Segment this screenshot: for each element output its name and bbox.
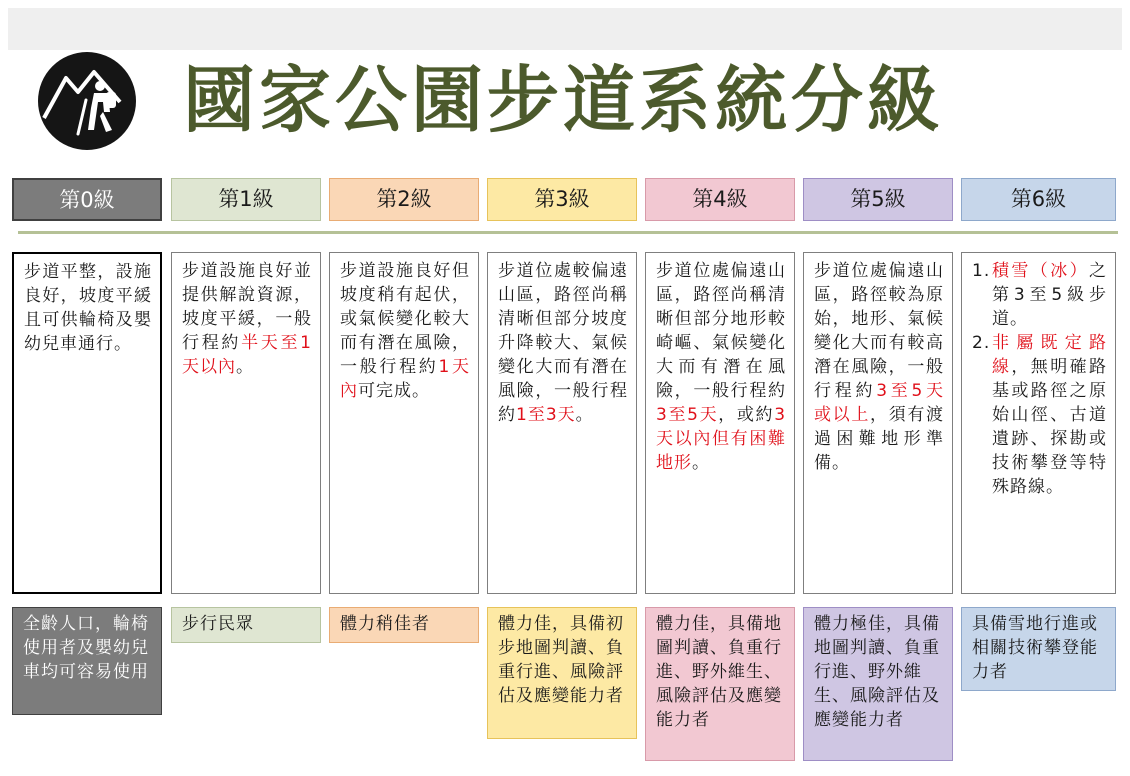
- desc-highlight: 半天至1天以內: [182, 333, 312, 377]
- level-4-description: [645, 252, 795, 594]
- level-5-audience: 體力極佳，具備地圖判讀、負重行進、野外維生、風險評估及應變能力者: [803, 607, 953, 761]
- level-0-header: 第0級: [12, 178, 162, 221]
- level-2-header: 第2級: [329, 178, 479, 221]
- desc-text: 步道平整，設施良好，坡度平緩且可供輪椅及嬰幼兒車通行。: [24, 262, 152, 354]
- desc-text: ，無明確路基或路徑之原始山徑、古道遺跡、探勘或技術攀登等特殊路線。: [992, 357, 1108, 497]
- desc-text: 之第3至5級步道。: [992, 261, 1107, 329]
- top-banner: [8, 8, 1122, 50]
- level-5-header: 第5級: [803, 178, 953, 221]
- level-0-audience: 全齡人口，輪椅使用者及嬰幼兒車均可容易使用: [12, 607, 162, 715]
- level-3-header: 第3級: [487, 178, 637, 221]
- desc-text: 步道位處偏遠山區，路徑尚稱清晰但部分地形較崎嶇、氣候變化大而有潛在風險，一般行程約: [656, 261, 786, 401]
- desc-text: 。: [692, 453, 710, 473]
- desc-highlight: 3至5天: [656, 405, 719, 425]
- list-number: 2.: [972, 333, 991, 353]
- divider: [18, 231, 1118, 234]
- desc-text: 步道位處較偏遠山區，路徑尚稱清晰但部分坡度升降較大、氣候變化大而有潛在風險，一般行程約: [498, 261, 628, 425]
- desc-highlight: 1至3天: [516, 405, 576, 425]
- list-item: [972, 259, 1107, 331]
- desc-text: 步道設施良好但坡度稍有起伏，或氣候變化較大而有潛在風險，一般行程約: [340, 261, 470, 377]
- desc-text: 步道設施良好並提供解說資源，坡度平緩，一般行程約: [182, 261, 312, 353]
- level-6-audience: 具備雪地行進或相關技術攀登能力者: [961, 607, 1116, 691]
- desc-text: ，須有渡過困難地形準備。: [814, 405, 944, 473]
- desc-text: 可完成。: [358, 381, 430, 401]
- level-6-header: 第6級: [961, 178, 1116, 221]
- desc-text: ，或約: [718, 405, 775, 425]
- desc-highlight: 3天以內但有困難地形: [656, 405, 787, 473]
- level-6-description: [961, 252, 1116, 594]
- level-2-audience: 體力稍佳者: [329, 607, 479, 643]
- level-1-header: 第1級: [171, 178, 321, 221]
- list-item: [972, 331, 1107, 499]
- desc-highlight: 積雪（冰）: [992, 261, 1089, 281]
- level-1-description: [171, 252, 321, 594]
- page-title: 國家公園步道系統分級: [183, 58, 944, 142]
- level-4-audience: 體力佳，具備地圖判讀、負重行進、野外維生、風險評估及應變能力者: [645, 607, 795, 761]
- level-5-description: [803, 252, 953, 594]
- desc-highlight: 1天內: [340, 357, 470, 401]
- desc-text: 。: [575, 405, 594, 425]
- desc-text: 步道位處偏遠山區，路徑較為原始，地形、氣候變化大而有較高潛在風險，一般行程約: [814, 261, 944, 401]
- level-3-audience: 體力佳，具備初步地圖判讀、負重行進、風險評估及應變能力者: [487, 607, 637, 739]
- desc-highlight: 非屬既定路線: [992, 333, 1107, 377]
- level-2-description: [329, 252, 479, 594]
- desc-highlight: 3至5天或以上: [814, 381, 944, 425]
- level-0-description: [12, 252, 162, 594]
- level-6-list: [972, 259, 1107, 499]
- desc-text: 。: [236, 357, 254, 377]
- list-number: 1.: [972, 261, 991, 281]
- level-1-audience: 步行民眾: [171, 607, 321, 643]
- level-4-header: 第4級: [645, 178, 795, 221]
- hiker-mountain-icon: [28, 52, 146, 150]
- level-3-description: [487, 252, 637, 594]
